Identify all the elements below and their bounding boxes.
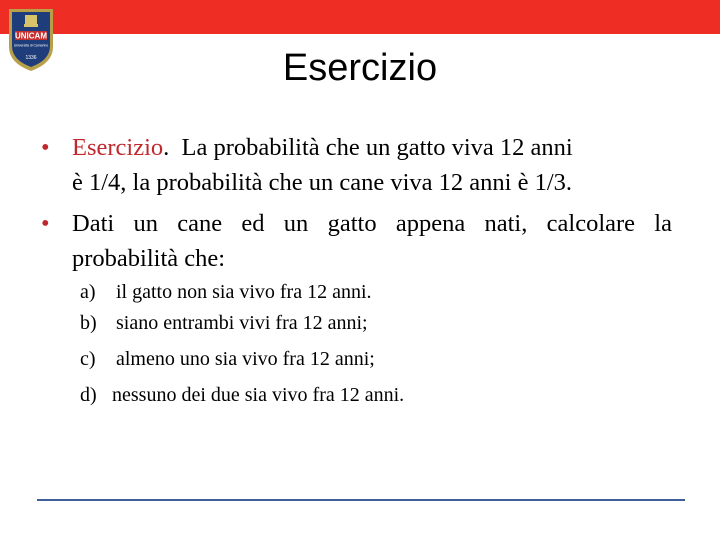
bullet-text: La probabilità che un gatto viva 12 anni [181,134,573,161]
item-text: nessuno dei due sia vivo fra 12 anni. [112,384,405,406]
term-suffix: . [163,134,170,161]
slide-title: Esercizio [282,47,438,89]
footer-rule [37,499,685,501]
item-text: siano entrambi vivi fra 12 anni; [116,312,368,334]
bullet-dot: • [41,210,50,237]
bullet-body [72,130,672,200]
logo-subtitle: Università di Camerino [13,43,49,48]
bullet-text: è 1/4, la probabilità che un cane viva 12 anni è 1/3. [72,169,573,196]
item-text: il gatto non sia vivo fra 12 anni. [116,281,372,303]
logo-year: 1336 [25,55,37,61]
bullet-text: probabilità che: [72,245,226,272]
bullet-dot: • [41,134,50,161]
item-letter: d) [80,384,97,406]
bullet-text: Dati un cane ed un gatto appena nati, calcolare la [72,210,672,237]
item-text: almeno uno sia vivo fra 12 anni; [116,348,375,370]
item-letter: c) [80,348,96,370]
bullet-body [72,206,672,276]
logo-name: UNICAM [15,31,47,41]
exercise-term: Esercizio [72,134,164,161]
item-letter: a) [80,281,96,303]
item-letter: b) [80,312,97,334]
header-bar [0,0,720,34]
bullet-line [72,130,672,165]
